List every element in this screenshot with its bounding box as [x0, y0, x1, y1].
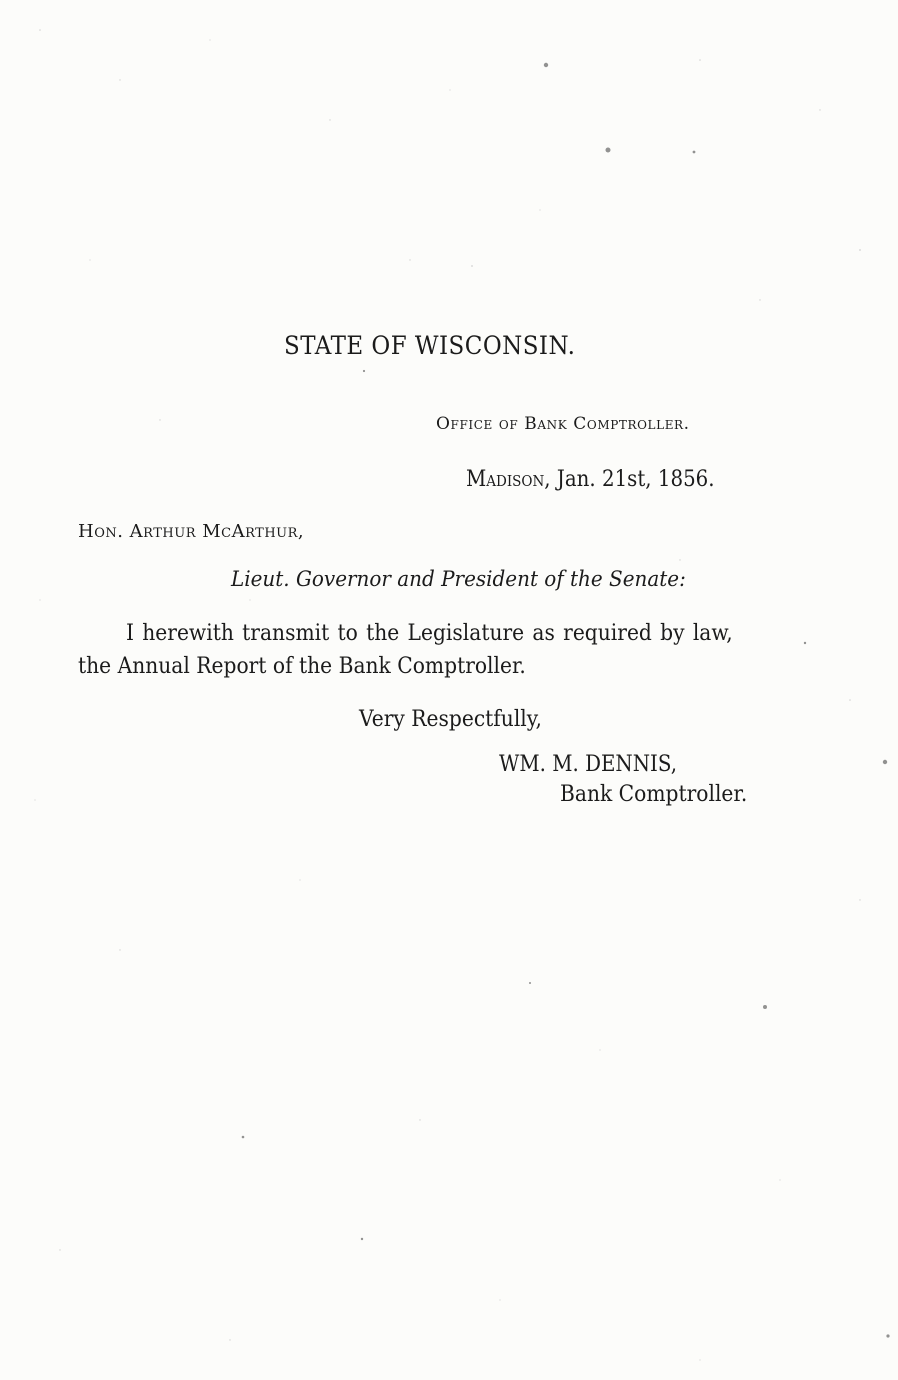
signature-name: WM. M. DENNIS, [499, 752, 678, 777]
addressee-title: Lieut. Governor and President of the Senate: [231, 567, 686, 591]
signature-title: Bank Comptroller. [560, 782, 748, 807]
dateline-date: Jan. 21st, 1856. [550, 467, 715, 492]
body-text-line-1: I herewith transmit to the Legislature as required by law, [126, 621, 733, 646]
addressee-name: Hon. Arthur McArthur, [78, 521, 305, 542]
body-text-line-2: the Annual Report of the Bank Comptroller. [78, 654, 526, 679]
dateline-city: Madison, [466, 467, 551, 492]
closing-salutation: Very Respectfully, [359, 707, 542, 732]
office-line: Office of Bank Comptroller. [436, 414, 690, 434]
dateline [466, 467, 715, 492]
document-heading: STATE OF WISCONSIN. [284, 331, 576, 360]
